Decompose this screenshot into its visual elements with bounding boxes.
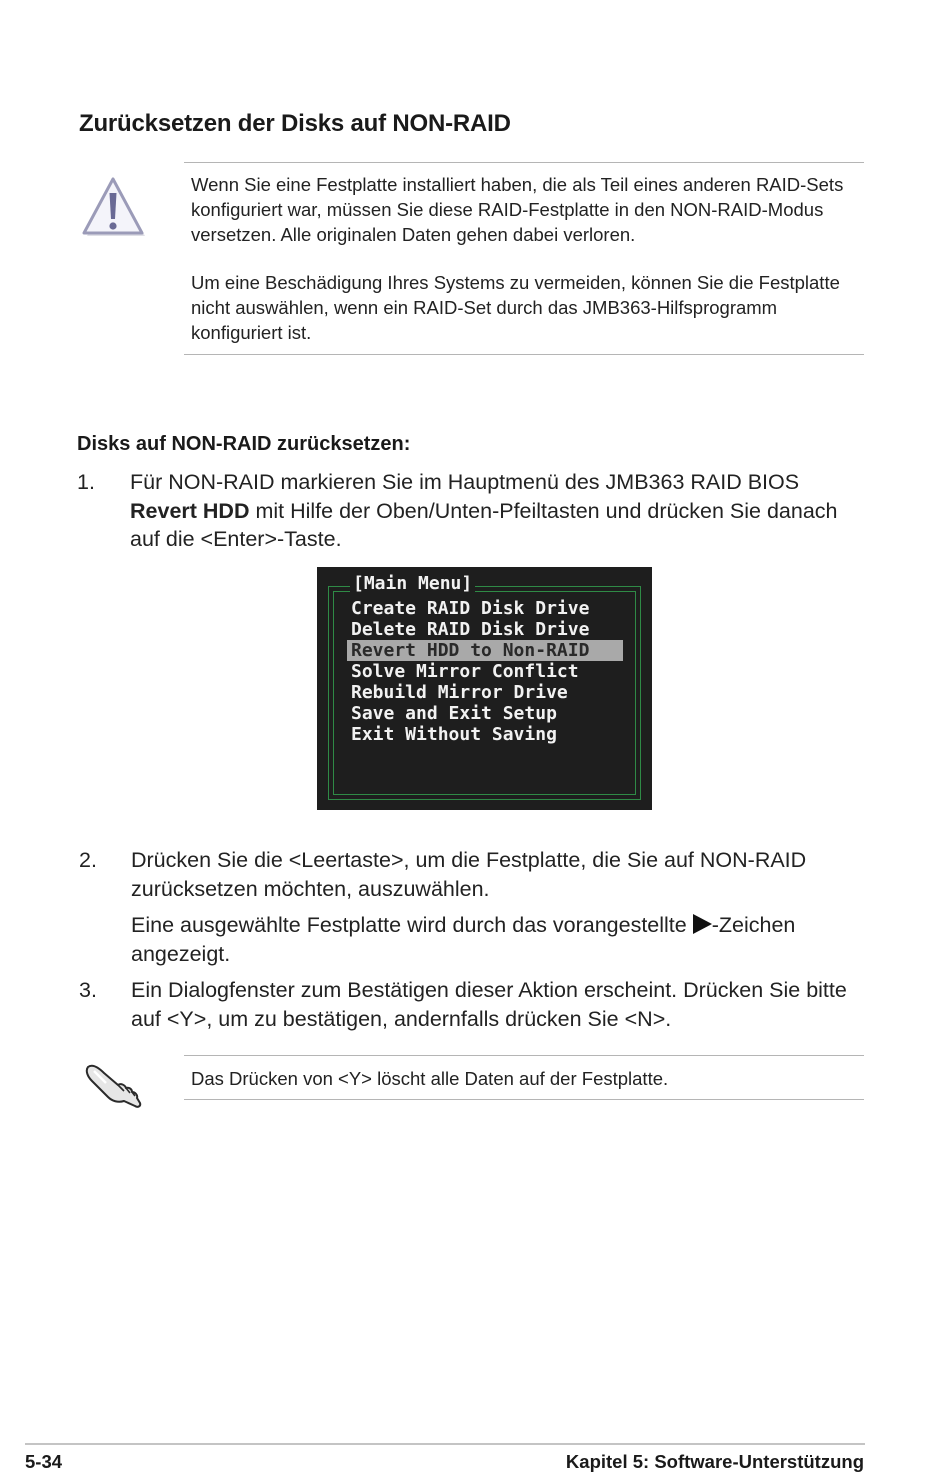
- warning-bottom-rule: [184, 354, 864, 355]
- chapter-title: Kapitel 5: Software-Unterstützung: [565, 1451, 864, 1472]
- warning-p2-line: konfiguriert ist.: [191, 322, 312, 343]
- bios-menu-item-revert-hdd[interactable]: Revert HDD to Non-RAID: [347, 640, 623, 661]
- menu-item-name: Revert HDD: [130, 498, 250, 523]
- step-subline-after: -Zeichen: [711, 913, 796, 937]
- bios-menu-item-solve-mirror[interactable]: Solve Mirror Conflict: [351, 661, 579, 682]
- warning-p1-line: versetzen. Alle originalen Daten gehen dabei verloren.: [191, 224, 636, 245]
- step-line: Ein Dialogfenster zum Bestätigen dieser Aktion erscheint. Drücken Sie bitte: [131, 978, 847, 1002]
- bios-main-menu-screenshot: [317, 567, 652, 810]
- bios-menu-item-delete-raid[interactable]: Delete RAID Disk Drive: [351, 619, 590, 640]
- bios-menu-item-rebuild-mirror[interactable]: Rebuild Mirror Drive: [351, 682, 568, 703]
- footer-rule: [25, 1443, 865, 1445]
- step-line: Drücken Sie die <Leertaste>, um die Festplatte, die Sie auf NON-RAID: [131, 848, 807, 872]
- step-line: angezeigt.: [131, 941, 231, 966]
- step-1: [77, 468, 877, 558]
- bios-menu-item-create-raid[interactable]: Create RAID Disk Drive: [351, 598, 590, 619]
- bios-menu-title: [Main Menu]: [350, 573, 475, 595]
- step-line: [130, 497, 860, 526]
- triangle-marker-icon: [693, 914, 712, 934]
- step-line-rest: mit Hilfe der Oben/Unten-Pfeiltasten und drücken Sie danach: [249, 498, 838, 523]
- step-line: Für NON-RAID markieren Sie im Hauptmenü des JMB363 RAID BIOS: [130, 470, 800, 494]
- page-number: 5-34: [25, 1451, 63, 1472]
- step-number: 1.: [77, 470, 95, 494]
- pointing-hand-icon: [84, 1061, 144, 1109]
- procedure-title: Disks auf NON-RAID zurücksetzen:: [77, 433, 411, 455]
- warning-top-rule: [184, 162, 864, 163]
- note-bottom-rule: [184, 1099, 864, 1100]
- step-3: [79, 976, 879, 1036]
- step-line: zurücksetzen möchten, auszuwählen.: [131, 876, 490, 901]
- step-line: [131, 911, 861, 940]
- step-2: [79, 846, 879, 971]
- warning-p1-line: konfiguriert war, müssen Sie diese RAID-Festplatte in den NON-RAID-Modus: [191, 199, 824, 220]
- section-title: Zurücksetzen der Disks auf NON-RAID: [79, 110, 511, 137]
- step-text: [130, 468, 860, 554]
- bios-menu-item-save-exit[interactable]: Save and Exit Setup: [351, 703, 557, 724]
- step-line: auf die <Enter>-Taste.: [130, 527, 342, 551]
- step-text: [131, 846, 861, 968]
- step-subline-before: Eine ausgewählte Festplatte wird durch das vorangestellte: [131, 913, 693, 937]
- warning-p1-line: Wenn Sie eine Festplatte installiert haben, die als Teil eines anderen RAID-Sets: [191, 174, 844, 195]
- warning-paragraph-1: [191, 172, 871, 247]
- warning-p2-line: Um eine Beschädigung Ihres Systems zu vermeiden, können Sie die Festplatte: [191, 272, 840, 293]
- step-text: [131, 976, 861, 1033]
- note-text: Das Drücken von <Y> löscht alle Daten auf der Festplatte.: [191, 1068, 669, 1089]
- warning-paragraph-2: [191, 270, 871, 345]
- step-line: auf <Y>, um zu bestätigen, andernfalls drücken Sie <N>.: [131, 1006, 672, 1031]
- step-number: 2.: [79, 848, 97, 872]
- warning-triangle-icon: [82, 176, 148, 240]
- warning-p2-line: nicht auswählen, wenn ein RAID-Set durch das JMB363-Hilfsprogramm: [191, 297, 778, 318]
- bios-menu-item-exit-without-saving[interactable]: Exit Without Saving: [351, 724, 557, 745]
- note-top-rule: [184, 1055, 864, 1056]
- step-number: 3.: [79, 978, 97, 1002]
